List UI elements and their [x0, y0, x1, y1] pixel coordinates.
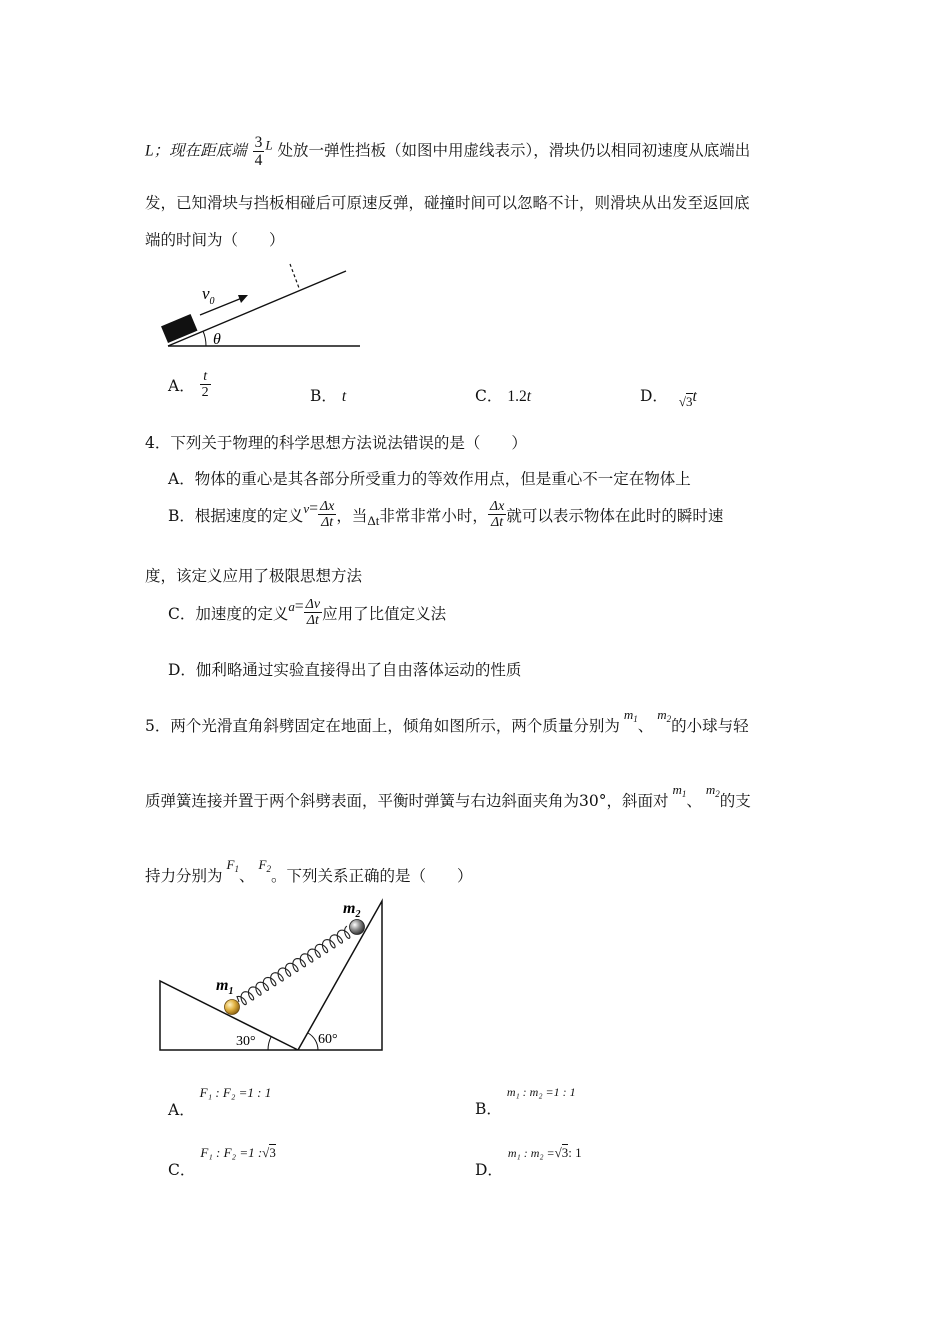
q3-line1 — [145, 134, 750, 169]
q5-d-letter: D． — [475, 1161, 503, 1179]
q4-b-fraction — [318, 499, 336, 531]
q5-c-radicand: 3 — [269, 1145, 276, 1160]
q3-option-a[interactable] — [168, 369, 211, 401]
q4-c-fraction — [304, 597, 322, 629]
q3-fraction — [253, 134, 265, 169]
q4-b-num2-text: Δx — [489, 499, 505, 514]
q4-c-num — [304, 597, 322, 613]
q3-option-a-num: t — [200, 369, 211, 385]
q4-c-den-text: Δt — [306, 613, 319, 629]
q5-m2-text: m — [657, 707, 667, 722]
angle-30-label: 30° — [236, 1034, 256, 1049]
angle-arc-30 — [268, 1037, 271, 1050]
q3-frac-num: 3 — [254, 134, 263, 151]
ball-m1 — [225, 1000, 240, 1015]
q5-d-radicand: 3 — [561, 1145, 569, 1160]
v0-label: $v_0$ — [202, 284, 215, 307]
q3-option-c-t: t — [526, 388, 531, 405]
q3-option-a-letter: A． — [168, 376, 195, 395]
q5-option-b[interactable] — [475, 1085, 576, 1119]
q4-b-mid: ，当 — [336, 506, 368, 525]
q4-b-den-text: Δt — [321, 515, 334, 531]
q4-b-dt: Δt — [367, 512, 380, 528]
angle-arc — [203, 331, 206, 346]
q4-b-mid2: 非常非常小时， — [379, 506, 488, 525]
q5-d-post: : 1 — [568, 1145, 582, 1160]
q3-option-d-letter: D． — [640, 387, 668, 405]
q4-c-a: a — [288, 598, 295, 614]
q4-b-post: 就可以表示物体在此时的瞬时速 — [506, 506, 724, 525]
q3-option-c-coef: 1.2 — [507, 388, 527, 405]
q5-F2-sub: 2 — [266, 864, 271, 874]
q4-option-b[interactable] — [168, 499, 723, 531]
q4-b-num — [318, 499, 336, 515]
q5-wedge-figure — [150, 890, 400, 1060]
ball-m2 — [350, 920, 365, 935]
q3-line1-start: L；现在距底端 — [145, 142, 247, 160]
right-wedge — [298, 901, 382, 1050]
q4-b-fraction-2 — [488, 499, 506, 531]
spring-coil — [237, 926, 350, 1005]
q5-line2-m2-text: m — [705, 782, 716, 797]
q5-line2-end: 的支 — [719, 792, 751, 810]
q3-line1-end: 处放一弹性挡板（如图中用虚线表示），滑块仍以相同初速度从底端出 — [277, 141, 751, 160]
angle-60-label: 60° — [318, 1032, 338, 1047]
q3-option-a-den: 2 — [201, 385, 209, 401]
q3-option-b[interactable] — [310, 384, 346, 406]
incline-slope-line — [168, 271, 346, 346]
q4-b-eq: = — [309, 499, 318, 517]
q5-sep2: 、 — [686, 792, 702, 810]
q4-option-b-line2: 度，该定义应用了极限思想方法 — [145, 567, 363, 585]
q3-option-d[interactable] — [640, 384, 697, 410]
q5-sep1: 、 — [637, 717, 654, 735]
q5-m1-text: m — [623, 707, 634, 722]
q5-line2-m2-sub: 2 — [715, 789, 720, 799]
q5-line2-m1-text: m — [672, 782, 682, 797]
m1-label: $m_1$ — [216, 977, 234, 997]
q5-line3 — [145, 857, 472, 886]
q5-a-letter: A． — [168, 1101, 195, 1119]
q5-option-a[interactable] — [168, 1085, 271, 1120]
q3-L-var: L — [265, 137, 273, 153]
q5-sep3: 、 — [238, 867, 255, 885]
q5-line1 — [145, 707, 749, 736]
q3-option-c-letter: C． — [475, 387, 503, 405]
q5-line2-start: 质弹簧连接并置于两个斜劈表面，平衡时弹簧与右边斜面夹角为30°，斜面对 — [145, 792, 669, 810]
velocity-arrowhead — [238, 295, 248, 303]
q5-d-root: √3 — [554, 1145, 569, 1160]
angle-arc-60 — [308, 1033, 318, 1050]
barrier-dashed-line — [290, 264, 299, 288]
q5-m1 — [624, 707, 638, 722]
q5-b-letter: B． — [475, 1100, 502, 1118]
q5-line2-m2 — [706, 782, 720, 797]
q3-option-a-fraction — [200, 369, 211, 401]
q5-F2 — [258, 857, 270, 872]
q4-stem: 4．下列关于物理的科学思想方法说法错误的是（ ） — [145, 434, 527, 452]
q4-option-d[interactable]: D．伽利略通过实验直接得出了自由落体运动的性质 — [168, 661, 522, 679]
q4-option-a[interactable]: A．物体的重心是其各部分所受重力的等效作用点，但是重心不一定在物体上 — [168, 470, 691, 488]
q4-c-den — [304, 613, 322, 628]
q5-d-expr: m₁ : m₂ = — [507, 1146, 555, 1160]
m2-label: $m_2$ — [343, 900, 361, 920]
q5-F2-text: F — [258, 857, 267, 872]
q4-b-pre: B．根据速度的定义 — [168, 506, 304, 525]
q4-b-v: v — [303, 500, 310, 516]
theta-label: θ — [213, 331, 221, 348]
q3-option-d-radicand: 3 — [686, 394, 693, 409]
q5-line2 — [145, 782, 751, 811]
q4-c-post: 应用了比值定义法 — [322, 604, 447, 623]
q5-F1 — [227, 857, 239, 872]
q5-c-root: √3 — [262, 1145, 276, 1160]
q3-option-d-root: √3 — [678, 394, 693, 409]
q5-line2-m1-sub: 1 — [681, 789, 687, 799]
q4-c-eq: = — [294, 597, 304, 615]
q5-m1-sub: 1 — [633, 714, 638, 724]
q4-b-den — [318, 515, 336, 530]
q3-incline-figure — [150, 255, 370, 355]
q3-line2: 发，已知滑块与挡板相碰后可原速反弹，碰撞时间可以忽略不计，则滑块从出发至返回底 — [145, 194, 750, 212]
q5-line1-start: 5．两个光滑直角斜劈固定在地面上，倾角如图所示，两个质量分别为 — [145, 717, 620, 735]
q4-c-num-text: Δv — [305, 597, 321, 612]
q3-frac-den: 4 — [254, 152, 263, 170]
q5-option-d[interactable] — [475, 1145, 582, 1180]
q3-line3: 端的时间为（ ） — [145, 231, 285, 249]
q5-b-expr: m₁ : m₂ =1 : 1 — [506, 1085, 576, 1099]
q5-m2 — [657, 707, 671, 722]
q4-c-pre: C．加速度的定义 — [168, 604, 289, 623]
q3-option-d-t: t — [692, 388, 697, 405]
q5-m2-sub: 2 — [666, 714, 672, 724]
q5-c-expr: F₁ : F₂ =1 : — [200, 1145, 263, 1160]
q5-line3-end: 。下列关系正确的是（ ） — [270, 867, 473, 885]
slider-block — [161, 314, 197, 343]
q4-option-c[interactable] — [168, 597, 446, 629]
q4-b-den2 — [488, 515, 506, 530]
q5-F1-sub: 1 — [234, 864, 239, 874]
q5-line3-start: 持力分别为 — [145, 867, 223, 885]
q4-b-num2 — [488, 499, 506, 515]
q5-option-c[interactable] — [168, 1145, 276, 1180]
q5-c-letter: C． — [168, 1161, 196, 1179]
q4-b-num-text: Δx — [319, 499, 335, 514]
q5-line2-m1 — [672, 782, 686, 797]
q3-option-b-letter: B． — [310, 387, 337, 405]
q4-b-den2-text: Δt — [491, 515, 504, 531]
q3-option-b-t: t — [341, 388, 347, 405]
q3-option-c[interactable] — [475, 384, 531, 406]
q5-a-expr: F₁ : F₂ =1 : 1 — [199, 1085, 272, 1100]
q5-line1-end: 的小球与轻 — [671, 717, 749, 735]
q5-F1-text: F — [226, 857, 235, 872]
